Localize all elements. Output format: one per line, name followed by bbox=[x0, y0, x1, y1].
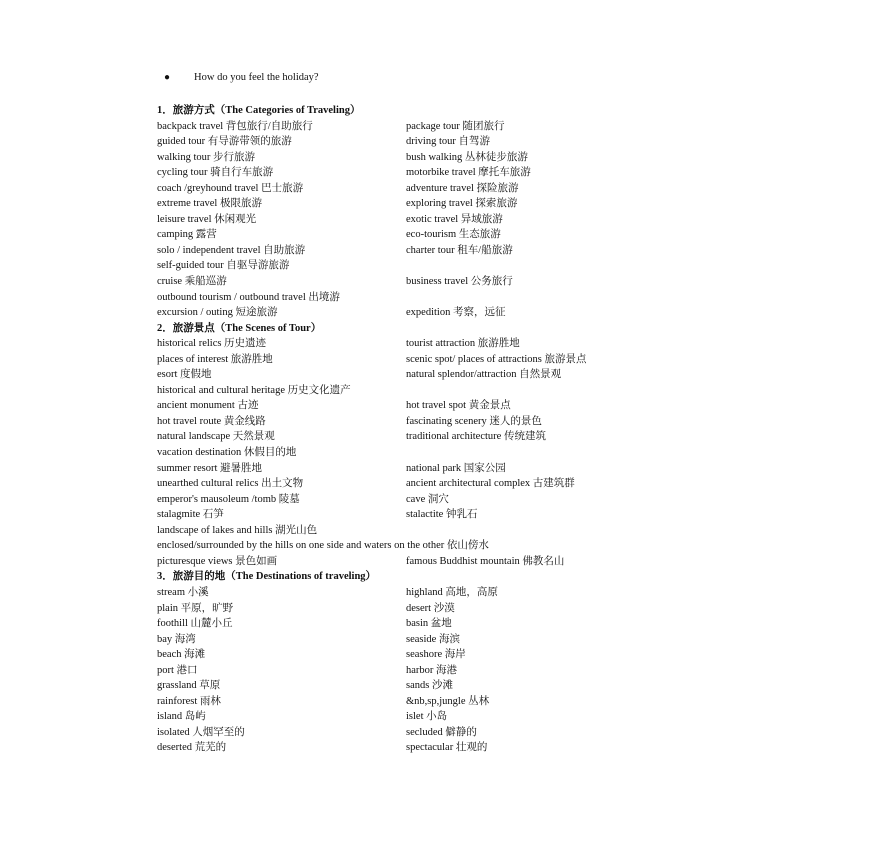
vocab-row bbox=[157, 414, 657, 430]
vocab-right: traditional architecture 传统建筑 bbox=[406, 431, 546, 443]
vocab-left: camping 露营 bbox=[157, 229, 217, 241]
vocab-right: bush walking 丛林徒步旅游 bbox=[406, 151, 528, 163]
vocab-row bbox=[157, 383, 657, 399]
vocab-left: isolated 人烟罕至的 bbox=[157, 726, 245, 738]
vocab-left: cruise 乘船巡游 bbox=[157, 276, 227, 288]
vocab-row bbox=[157, 274, 657, 290]
vocab-row bbox=[157, 212, 657, 228]
vocab-row bbox=[157, 663, 657, 679]
vocab-right: &nb,sp,jungle 丛林 bbox=[406, 695, 490, 707]
vocab-right: package tour 随团旅行 bbox=[406, 120, 505, 132]
vocab-right: famous Buddhist mountain 佛教名山 bbox=[406, 555, 565, 567]
vocab-row bbox=[157, 616, 657, 632]
vocab-left: summer resort 避暑胜地 bbox=[157, 462, 262, 474]
vocab-left: unearthed cultural relics 出土文物 bbox=[157, 478, 304, 490]
vocab-right: fascinating scenery 迷人的景色 bbox=[406, 415, 542, 427]
vocab-row bbox=[157, 740, 657, 756]
vocab-left: hot travel route 黄金线路 bbox=[157, 415, 266, 427]
vocab-right: basin 盆地 bbox=[406, 618, 452, 630]
intro-question: How do you feel the holiday? bbox=[194, 72, 319, 83]
vocab-right: driving tour 自驾游 bbox=[406, 136, 490, 148]
vocab-row bbox=[157, 585, 657, 601]
vocab-left: cycling tour 骑自行车旅游 bbox=[157, 167, 274, 179]
vocab-left: ancient monument 古迹 bbox=[157, 400, 259, 412]
vocab-row bbox=[157, 445, 657, 461]
vocab-right: highland 高地，高原 bbox=[406, 586, 498, 598]
vocab-left: stalagmite 石笋 bbox=[157, 509, 224, 521]
vocab-left: self-guided tour 自驱导游旅游 bbox=[157, 260, 290, 272]
vocab-right: tourist attraction 旅游胜地 bbox=[406, 338, 520, 350]
vocab-left: historical and cultural heritage 历史文化遗产 bbox=[157, 384, 351, 396]
vocab-left: bay 海湾 bbox=[157, 633, 196, 645]
vocab-left: backpack travel 背包旅行/自助旅行 bbox=[157, 120, 313, 132]
vocab-row bbox=[157, 554, 657, 570]
vocab-right: motorbike travel 摩托车旅游 bbox=[406, 167, 531, 179]
bullet-icon: ● bbox=[164, 72, 171, 83]
vocab-left: outbound tourism / outbound travel 出境游 bbox=[157, 291, 340, 303]
vocab-row bbox=[157, 492, 657, 508]
vocab-right: eco-tourism 生态旅游 bbox=[406, 229, 501, 241]
vocab-row bbox=[157, 461, 657, 477]
intro-line bbox=[164, 72, 319, 83]
vocab-left: island 岛屿 bbox=[157, 711, 206, 723]
section-heading bbox=[157, 103, 657, 119]
vocab-left: walking tour 步行旅游 bbox=[157, 151, 255, 163]
vocab-right: business travel 公务旅行 bbox=[406, 276, 513, 288]
vocab-left: natural landscape 天然景观 bbox=[157, 431, 275, 443]
vocab-left: places of interest 旅游胜地 bbox=[157, 353, 273, 365]
vocab-row bbox=[157, 709, 657, 725]
vocab-left: solo / independent travel 自助旅游 bbox=[157, 244, 306, 256]
vocab-row bbox=[157, 258, 657, 274]
vocab-left: plain 平原，旷野 bbox=[157, 602, 234, 614]
vocab-row bbox=[157, 305, 657, 321]
vocab-row bbox=[157, 227, 657, 243]
section-heading bbox=[157, 569, 657, 585]
vocab-right: national park 国家公园 bbox=[406, 462, 506, 474]
vocab-right: exploring travel 探索旅游 bbox=[406, 198, 518, 210]
vocab-row bbox=[157, 243, 657, 259]
vocab-row bbox=[157, 476, 657, 492]
vocab-right: hot travel spot 黄金景点 bbox=[406, 400, 511, 412]
vocab-row bbox=[157, 150, 657, 166]
vocab-right: natural splendor/attraction 自然景观 bbox=[406, 369, 562, 381]
vocab-row bbox=[157, 165, 657, 181]
vocab-row bbox=[157, 601, 657, 617]
vocab-left: historical relics 历史遗迹 bbox=[157, 338, 267, 350]
vocab-right: seaside 海滨 bbox=[406, 633, 460, 645]
vocab-right: adventure travel 探险旅游 bbox=[406, 182, 519, 194]
vocab-row bbox=[157, 507, 657, 523]
vocab-row bbox=[157, 196, 657, 212]
vocab-right: islet 小岛 bbox=[406, 711, 448, 723]
vocab-left: landscape of lakes and hills 湖光山色 bbox=[157, 524, 318, 536]
vocab-right: sands 沙滩 bbox=[406, 680, 453, 692]
vocab-right: scenic spot/ places of attractions 旅游景点 bbox=[406, 353, 587, 365]
vocab-left: deserted 荒芜的 bbox=[157, 742, 227, 754]
vocab-left: coach /greyhound travel 巴士旅游 bbox=[157, 182, 304, 194]
vocab-right: stalactite 钟乳石 bbox=[406, 509, 478, 521]
vocab-left: esort 度假地 bbox=[157, 369, 212, 381]
vocab-row bbox=[157, 134, 657, 150]
vocab-left: vacation destination 休假目的地 bbox=[157, 447, 297, 459]
vocab-row bbox=[157, 119, 657, 135]
vocab-row bbox=[157, 429, 657, 445]
vocab-row bbox=[157, 694, 657, 710]
vocab-right: harbor 海港 bbox=[406, 664, 458, 676]
vocab-row bbox=[157, 398, 657, 414]
vocab-right: spectacular 壮观的 bbox=[406, 742, 488, 754]
vocab-left: picturesque views 景色如画 bbox=[157, 555, 278, 567]
vocab-right: secluded 僻静的 bbox=[406, 726, 477, 738]
vocab-row bbox=[157, 336, 657, 352]
vocab-row bbox=[157, 352, 657, 368]
vocab-row bbox=[157, 290, 657, 306]
vocab-left: beach 海滩 bbox=[157, 649, 206, 661]
vocab-row bbox=[157, 678, 657, 694]
section-heading bbox=[157, 321, 657, 337]
vocab-row bbox=[157, 523, 657, 539]
vocab-row bbox=[157, 632, 657, 648]
vocab-row bbox=[157, 647, 657, 663]
section-heading-text: 2．旅游景点（The Scenes of Tour） bbox=[157, 322, 322, 334]
section-heading-text: 3．旅游目的地（The Destinations of traveling） bbox=[157, 571, 377, 583]
vocab-right: charter tour 租车/船旅游 bbox=[406, 244, 513, 256]
vocab-right: exotic travel 异域旅游 bbox=[406, 213, 503, 225]
vocabulary-list bbox=[157, 103, 657, 756]
vocab-left: guided tour 有导游带领的旅游 bbox=[157, 136, 292, 148]
vocab-row bbox=[157, 367, 657, 383]
vocab-row bbox=[157, 181, 657, 197]
vocab-left: stream 小溪 bbox=[157, 586, 209, 598]
vocab-left: leisure travel 休闲观光 bbox=[157, 213, 257, 225]
vocab-right: desert 沙漠 bbox=[406, 602, 455, 614]
vocab-right: expedition 考察，远征 bbox=[406, 307, 506, 319]
vocab-left: excursion / outing 短途旅游 bbox=[157, 307, 278, 319]
vocab-left: enclosed/surrounded by the hills on one side and waters on the other 依山傍水 bbox=[157, 540, 489, 552]
vocab-left: port 港口 bbox=[157, 664, 198, 676]
vocab-right: cave 洞穴 bbox=[406, 493, 449, 505]
vocab-left: rainforest 雨林 bbox=[157, 695, 221, 707]
vocab-row bbox=[157, 538, 657, 554]
vocab-left: extreme travel 极限旅游 bbox=[157, 198, 262, 210]
vocab-row bbox=[157, 725, 657, 741]
vocab-left: emperor's mausoleum /tomb 陵墓 bbox=[157, 493, 300, 505]
vocab-left: grassland 草原 bbox=[157, 680, 221, 692]
vocab-left: foothill 山麓小丘 bbox=[157, 618, 233, 630]
vocab-right: ancient architectural complex 古建筑群 bbox=[406, 478, 575, 490]
vocab-right: seashore 海岸 bbox=[406, 649, 466, 661]
section-heading-text: 1．旅游方式（The Categories of Traveling） bbox=[157, 105, 361, 116]
